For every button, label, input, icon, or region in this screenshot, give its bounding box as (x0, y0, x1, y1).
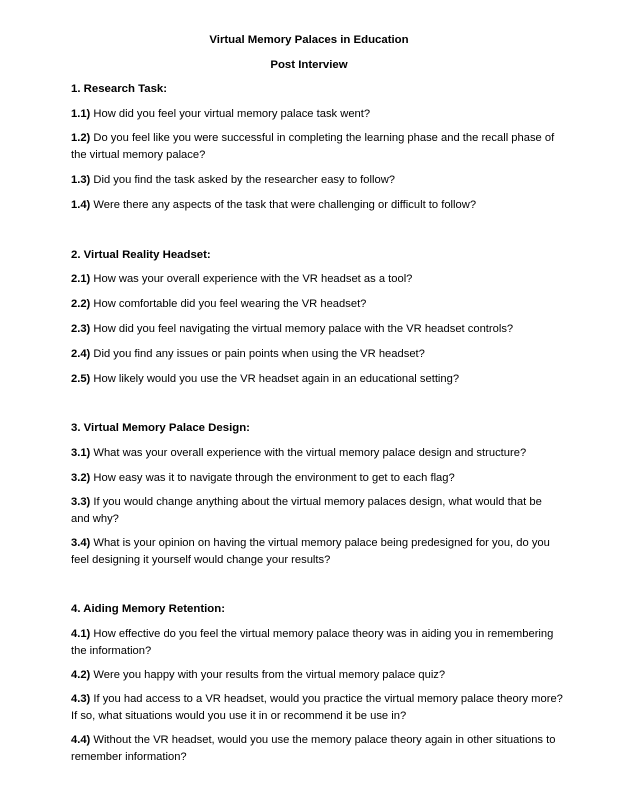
question-number: 2.5) (71, 373, 91, 385)
question-text: How was your overall experience with the VR headset as a tool? (93, 273, 413, 285)
question-number: 2.1) (71, 273, 91, 285)
question-4-4 (71, 732, 561, 765)
question-1-3 (71, 172, 561, 189)
question-text: How did you feel your virtual memory palace task went? (93, 108, 371, 120)
question-text: How easy was it to navigate through the environment to get to each flag? (93, 472, 455, 484)
question-text: How did you feel navigating the virtual memory palace with the VR headset controls? (93, 323, 514, 335)
question-4-3 (71, 691, 566, 724)
section-heading-vr-headset: 2. Virtual Reality Headset: (71, 249, 211, 261)
question-4-1 (71, 626, 561, 659)
question-number: 3.3) (71, 496, 91, 508)
question-2-2 (71, 296, 561, 313)
question-number: 1.3) (71, 174, 91, 186)
question-text: Did you find the task asked by the researcher easy to follow? (93, 174, 395, 186)
question-3-2 (71, 470, 561, 487)
question-text: How likely would you use the VR headset again in an educational setting? (93, 373, 460, 385)
question-text: Do you feel like you were successful in completing the learning phase and the recall phase of the virtual memory palace? (71, 132, 555, 161)
question-3-1 (71, 445, 581, 462)
question-3-3 (71, 494, 561, 527)
document-subtitle: Post Interview (270, 59, 348, 71)
question-2-5 (71, 371, 561, 388)
question-1-2 (71, 130, 561, 163)
question-text: Were there any aspects of the task that were challenging or difficult to follow? (93, 199, 477, 211)
question-text: What is your opinion on having the virtual memory palace being predesigned for you, do you feel designing it yourself would change your results? (71, 537, 550, 566)
question-2-1 (71, 271, 561, 288)
question-number: 1.1) (71, 108, 91, 120)
question-1-4 (71, 197, 561, 214)
question-4-2 (71, 667, 561, 684)
question-number: 2.2) (71, 298, 91, 310)
question-number: 3.1) (71, 447, 91, 459)
question-3-4 (71, 535, 561, 568)
question-text: If you would change anything about the virtual memory palaces design, what would that be and why? (71, 496, 542, 525)
question-text: How comfortable did you feel wearing the VR headset? (93, 298, 367, 310)
question-number: 4.2) (71, 669, 91, 681)
question-text: Were you happy with your results from the virtual memory palace quiz? (93, 669, 446, 681)
question-number: 1.4) (71, 199, 91, 211)
question-number: 4.3) (71, 693, 91, 705)
section-heading-palace-design: 3. Virtual Memory Palace Design: (71, 422, 250, 434)
document-title: Virtual Memory Palaces in Education (209, 34, 409, 46)
question-number: 4.4) (71, 734, 91, 746)
section-heading-memory-retention: 4. Aiding Memory Retention: (71, 603, 225, 615)
question-text: Did you find any issues or pain points when using the VR headset? (93, 348, 425, 360)
question-number: 4.1) (71, 628, 91, 640)
question-number: 3.2) (71, 472, 91, 484)
question-text: If you had access to a VR headset, would you practice the virtual memory palace theory more? If so, what situations would you use it in or recommend it be use in? (71, 693, 563, 722)
question-number: 3.4) (71, 537, 91, 549)
question-2-3 (71, 321, 571, 338)
question-text: Without the VR headset, would you use the memory palace theory again in other situations to remember information? (71, 734, 556, 763)
question-number: 2.4) (71, 348, 91, 360)
question-text: How effective do you feel the virtual memory palace theory was in aiding you in remembering the information? (71, 628, 554, 657)
section-heading-research-task: 1. Research Task: (71, 83, 168, 95)
question-text: What was your overall experience with the virtual memory palace design and structure? (93, 447, 527, 459)
question-2-4 (71, 346, 561, 363)
question-number: 2.3) (71, 323, 91, 335)
question-1-1 (71, 106, 561, 123)
question-number: 1.2) (71, 132, 91, 144)
